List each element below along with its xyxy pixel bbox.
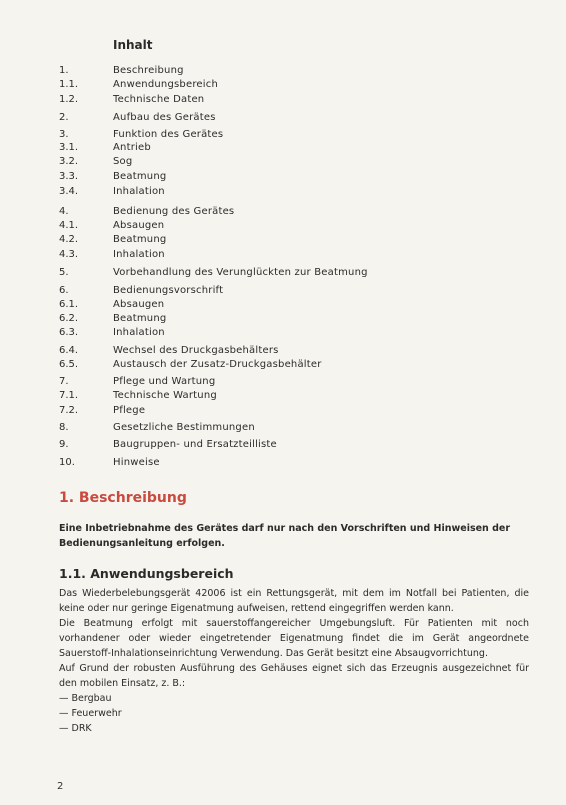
toc-entry [0,233,566,247]
toc-entry-label: Beatmung [113,234,167,245]
toc-entry-number: 9. [59,439,69,450]
toc-entry-label: Absaugen [113,220,165,231]
toc-entry-number: 4. [59,206,69,217]
toc-entry-label: Baugruppen- und Ersatzteilliste [113,439,277,450]
toc-entry-label: Pflege und Wartung [113,376,216,387]
section-heading-beschreibung: 1. Beschreibung [59,490,187,506]
toc-entry [0,284,566,298]
toc-entry-label: Hinweise [113,457,160,468]
usage-notice: Eine Inbetriebnahme des Gerätes darf nur nach den Vorschriften und Hinweisen der Bedienungsanleitung erfolgen. [59,523,511,549]
toc-entry [0,344,566,358]
toc-entry [0,93,566,107]
toc-entry-number: 3. [59,129,69,140]
toc-entry-number: 6.1. [59,299,79,310]
paragraph: Auf Grund der robusten Ausführung des Gehäuses eignet sich das Erzeugnis ausgezeichnet für den mobilen Einsatz, z. B.: [59,663,529,689]
toc-entry-label: Inhalation [113,249,165,260]
toc-entry-label: Antrieb [113,142,151,153]
toc-entry [0,389,566,403]
list-item: — Feuerwehr [59,708,122,719]
toc-entry-number: 3.1. [59,142,79,153]
toc-entry-number: 6.4. [59,345,79,356]
toc-entry [0,312,566,326]
toc-entry-number: 10. [59,457,75,468]
toc-entry-number: 7.2. [59,405,79,416]
toc-entry-label: Technische Wartung [113,390,217,401]
toc-entry [0,170,566,184]
toc-entry-label: Funktion des Gerätes [113,129,224,140]
toc-entry [0,326,566,340]
toc-entry [0,248,566,262]
toc-entry-number: 4.3. [59,249,79,260]
toc-entry [0,219,566,233]
toc-entry [0,404,566,418]
toc-entry-label: Bedienungsvorschrift [113,285,224,296]
toc-entry [0,421,566,435]
toc-entry-label: Bedienung des Gerätes [113,206,235,217]
toc-entry [0,358,566,372]
list-item: — DRK [59,723,92,734]
toc-entry-number: 8. [59,422,69,433]
toc-entry [0,111,566,125]
toc-entry [0,78,566,92]
section-body [59,586,529,736]
page-number: 2 [57,781,64,792]
toc-entry-number: 3.3. [59,171,79,182]
toc-entry [0,375,566,389]
toc-entry [0,141,566,155]
toc-entry-number: 4.2. [59,234,79,245]
toc-entry-number: 6. [59,285,69,296]
toc-entry-number: 5. [59,267,69,278]
toc-entry-label: Anwendungsbereich [113,79,218,90]
toc-entry-number: 1. [59,65,69,76]
toc-entry-number: 1.1. [59,79,79,90]
toc-entry-number: 4.1. [59,220,79,231]
toc-entry [0,185,566,199]
toc-entry-number: 6.3. [59,327,79,338]
toc-entry-number: 2. [59,112,69,123]
toc-entry-number: 6.5. [59,359,79,370]
section-heading-anwendungsbereich: 1.1. Anwendungsbereich [59,566,234,581]
toc-entry-number: 3.4. [59,186,79,197]
toc-entry-number: 7.1. [59,390,79,401]
toc-entry-label: Vorbehandlung des Verunglückten zur Beatmung [113,267,368,278]
toc-entry [0,205,566,219]
toc-entry [0,155,566,169]
toc-entry-number: 6.2. [59,313,79,324]
toc-entry-label: Pflege [113,405,146,416]
toc-entry-label: Gesetzliche Bestimmungen [113,422,255,433]
toc-entry-label: Technische Daten [113,94,205,105]
paragraph: Das Wiederbelebungsgerät 42006 ist ein Rettungsgerät, mit dem im Notfall bei Patienten, die keine oder nur geringe Eigenatmung aufweisen, rettend eingegriffen werden kann. [59,588,529,614]
toc-entry-label: Sog [113,156,133,167]
toc-entry [0,298,566,312]
paragraph: Die Beatmung erfolgt mit sauerstoffangereicher Umgebungsluft. Für Patienten mit noch vorhandener oder wieder eingetretender Eigenatmung findet die im Gerät angeordnete Sauerstoff-Inhalationseinrichtung Verwendung. Das Gerät besitzt eine Absaugvorrichtung. [59,618,529,659]
toc-entry [0,438,566,452]
toc-title: Inhalt [113,38,153,52]
toc-entry-number: 1.2. [59,94,79,105]
toc-entry-label: Wechsel des Druckgasbehälters [113,345,279,356]
toc-entry-label: Beatmung [113,313,167,324]
toc-entry-label: Absaugen [113,299,165,310]
toc-entry [0,456,566,470]
toc-entry-number: 3.2. [59,156,79,167]
toc-entry-label: Inhalation [113,186,165,197]
list-item: — Bergbau [59,693,112,704]
toc-entry-label: Aufbau des Gerätes [113,112,216,123]
toc-entry [0,266,566,280]
toc-entry-label: Austausch der Zusatz-Druckgasbehälter [113,359,322,370]
toc-entry-label: Beschreibung [113,65,184,76]
toc-entry-label: Beatmung [113,171,167,182]
toc-entry-number: 7. [59,376,69,387]
toc-entry [0,64,566,78]
toc-entry-label: Inhalation [113,327,165,338]
toc-entry [0,128,566,142]
